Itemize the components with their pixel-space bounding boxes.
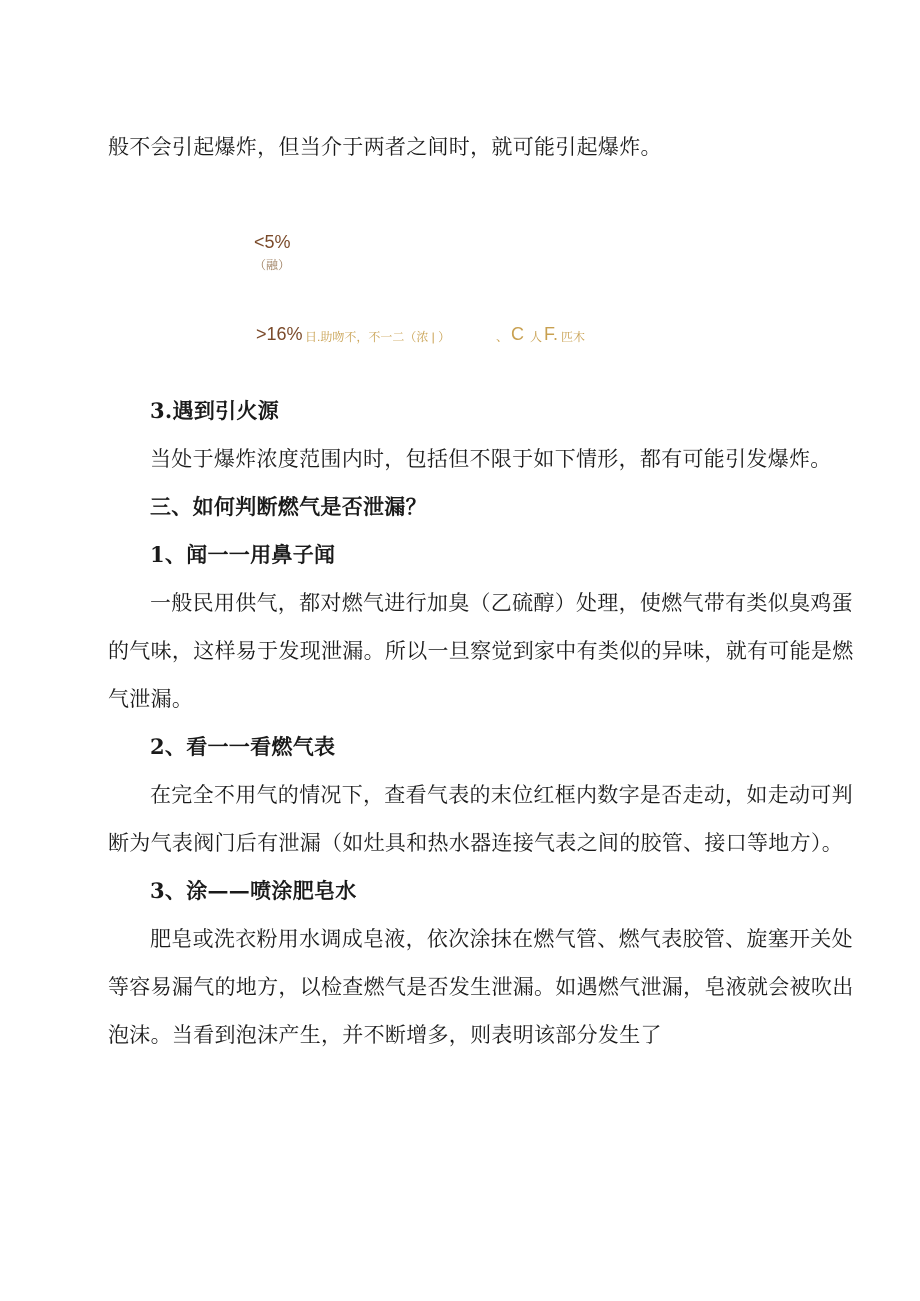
upper-limit-caption: 日.助吻不，不一二（浓 | ） (305, 330, 451, 344)
figure-separator: 、 (496, 330, 509, 344)
ignition-text: 当处于爆炸浓度范围内时，包括但不限于如下情形，都有可能引发爆炸。 (150, 447, 832, 471)
figure-label-f: F. (544, 324, 559, 344)
look-paragraph-line-2: 断为气表阀门后有泄漏（如灶具和热水器连接气表之间的胶管、接口等地方）。 (108, 831, 843, 855)
smell-heading: 1、闻一一用鼻子闻 (150, 542, 336, 567)
continuation-text: 般不会引起爆炸，但当介于两者之间时，就可能引起爆炸。 (108, 135, 662, 159)
figure-label-c: C (511, 324, 524, 344)
detect-heading: 三、如何判断燃气是否泄漏？ (150, 494, 427, 519)
lower-limit-value: <5% (254, 232, 291, 252)
soap-paragraph-line-2: 等容易漏气的地方，以检查燃气是否发生泄漏。如遇燃气泄漏，皂液就会被吹出 (108, 975, 854, 999)
smell-paragraph-line-3: 气泄漏。 (108, 687, 194, 711)
upper-limit-value: >16% (256, 324, 303, 344)
smell-paragraph-line-2: 的气味，这样易于发现泄漏。所以一旦察觉到家中有类似的异味，就有可能是燃 (108, 639, 854, 663)
soap-heading: 3、涂——喷涂肥皂水 (150, 878, 357, 903)
look-paragraph-line-1: 在完全不用气的情况下，查看气表的末位红框内数字是否走动，如走动可判 (150, 783, 853, 807)
soap-paragraph-line-3: 泡沫。当看到泡沫产生，并不断增多，则表明该部分发生了 (108, 1023, 662, 1047)
figure-label-tail: 匹木 (561, 330, 586, 344)
lower-limit-caption: （融） (254, 258, 291, 272)
look-heading: 2、看一一看燃气表 (150, 734, 336, 759)
figure-label-mid: 人 (530, 330, 543, 344)
smell-paragraph-line-1: 一般民用供气，都对燃气进行加臭（乙硫醇）处理，使燃气带有类似臭鸡蛋 (150, 591, 853, 615)
soap-paragraph-line-1: 肥皂或洗衣粉用水调成皂液，依次涂抹在燃气管、燃气表胶管、旋塞开关处 (150, 927, 853, 951)
ignition-heading: 3.遇到引火源 (150, 398, 280, 423)
